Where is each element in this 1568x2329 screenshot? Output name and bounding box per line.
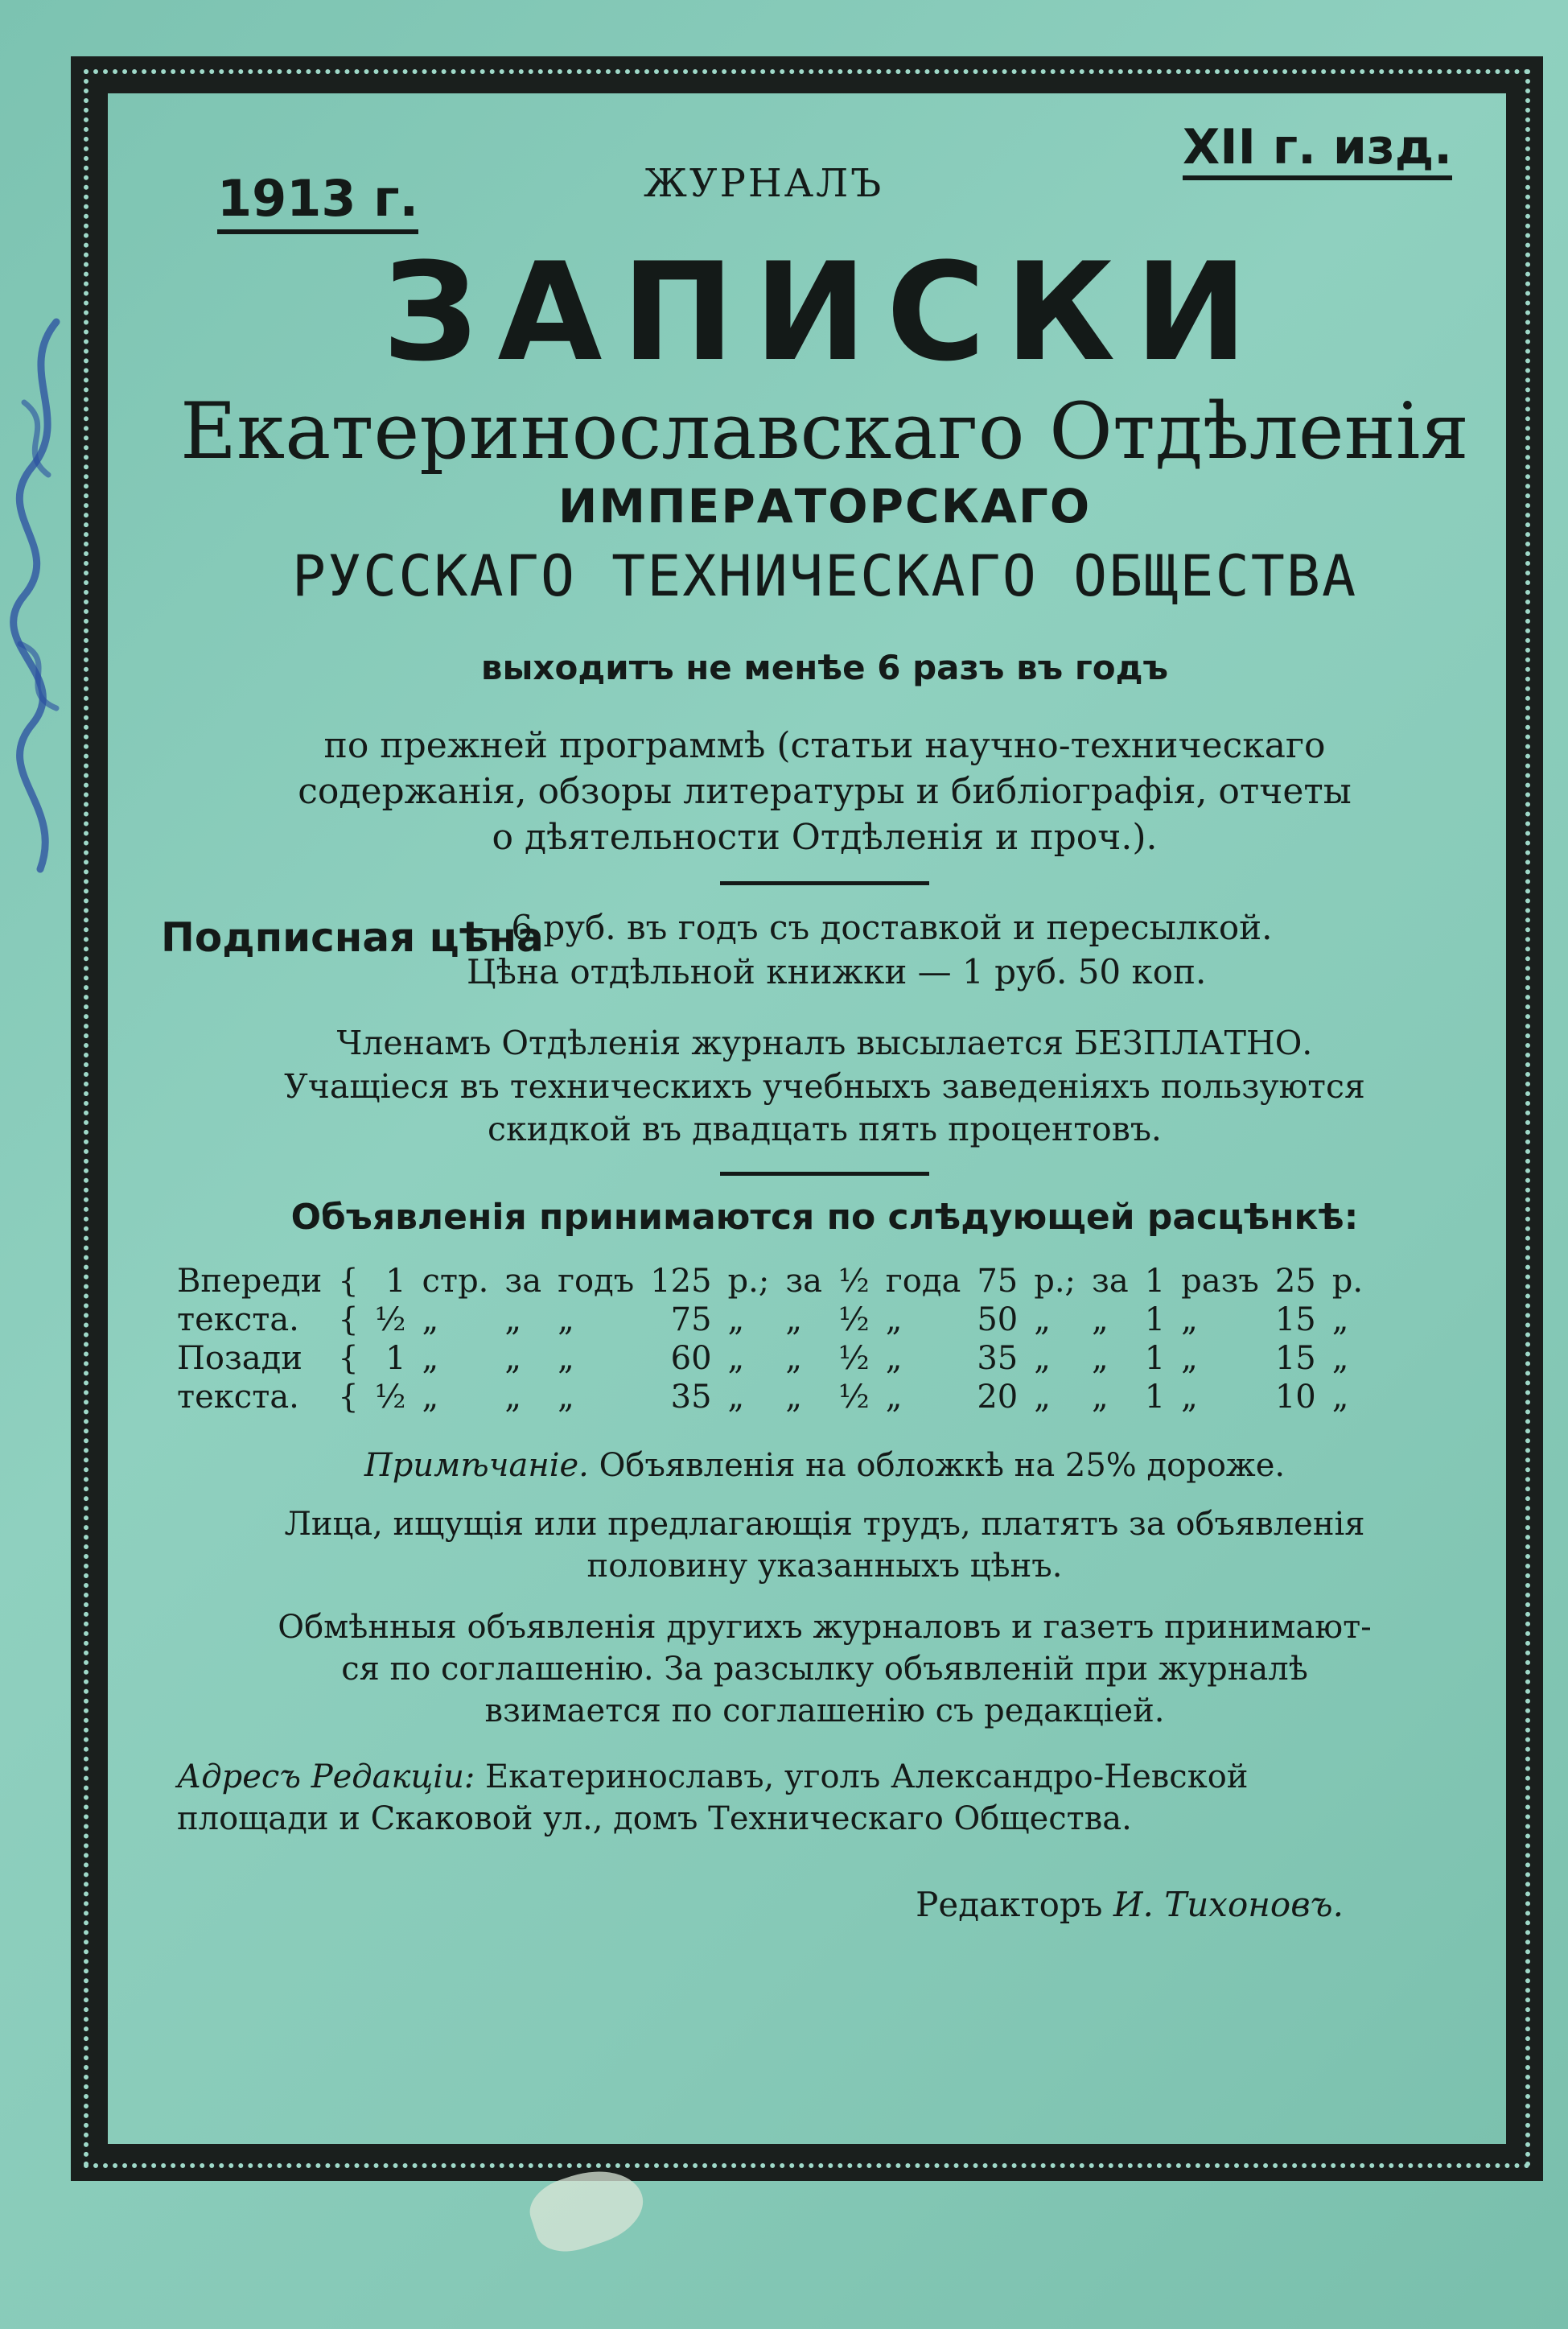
ads-cell: 20 (977, 1379, 1019, 1416)
ads-cell: „ (1034, 1379, 1051, 1416)
program-line: по прежней программѣ (статьи научно-техническаго (323, 724, 1326, 766)
ads-cell: 1 (1144, 1301, 1166, 1339)
program-description (161, 723, 1488, 861)
divider (720, 881, 929, 885)
note-text: Объявленія на обложкѣ на 25% дороже. (599, 1447, 1286, 1485)
ads-cell: „ (422, 1379, 439, 1416)
ads-cell: за (504, 1263, 542, 1301)
subtitle-branch: Екатеринославскаго Отдѣленія (180, 386, 1469, 476)
ads-cell: „ (422, 1340, 439, 1378)
ads-cell: „ (1092, 1379, 1109, 1416)
ads-cell: ½ (838, 1379, 870, 1416)
paragraph-line: взимается по соглашенію съ редакціей. (484, 1692, 1165, 1730)
ads-cell: „ (885, 1340, 903, 1378)
editor-label: Редакторъ (916, 1885, 1103, 1925)
ads-cell: ½ (374, 1301, 406, 1339)
ads-cell: „ (727, 1301, 745, 1339)
ads-cell: „ (422, 1301, 439, 1339)
ads-cell: 1 (1144, 1340, 1166, 1378)
ads-cell: „ (885, 1301, 903, 1339)
journal-title: ЗАПИСКИ (382, 233, 1267, 391)
ads-cell: { (338, 1301, 359, 1339)
program-line: о дѣятельности Отдѣленія и проч.). (492, 817, 1158, 859)
members-line: скидкой въ двадцать пять процентовъ. (488, 1109, 1162, 1148)
ads-cell: 1 (385, 1340, 406, 1378)
ads-cell: годъ (558, 1263, 635, 1301)
ads-cell: текста. (177, 1301, 299, 1339)
subscription-line: Цѣна отдѣльной книжки — 1 руб. 50 коп. (467, 951, 1207, 991)
ads-cell: „ (1034, 1340, 1051, 1378)
note-label: Примѣчаніе. (364, 1447, 589, 1485)
ads-row (169, 1262, 1371, 1301)
subscription-block (161, 906, 1488, 995)
header-row (161, 113, 1488, 228)
ads-cell: 10 (1274, 1379, 1316, 1416)
ads-cell: { (338, 1263, 359, 1301)
ads-row (169, 1301, 1371, 1339)
ads-cell: ½ (838, 1263, 870, 1301)
ads-cell: 15 (1274, 1301, 1316, 1339)
ads-cell: р. (1331, 1263, 1364, 1301)
ads-cell: стр. (422, 1263, 489, 1301)
note (161, 1447, 1488, 1484)
ads-cell: 1 (1144, 1379, 1166, 1416)
members-line: Учащіеся въ техническихъ учебныхъ заведеніяхъ пользуются (284, 1066, 1365, 1106)
ads-cell: „ (558, 1340, 574, 1378)
members-info (161, 1022, 1488, 1151)
ads-cell: 125 (650, 1263, 712, 1301)
ads-cell: „ (1092, 1301, 1109, 1339)
ads-cell: разъ (1181, 1263, 1259, 1301)
journal-label: ЖУРНАЛЪ (644, 161, 884, 206)
ads-cell: 75 (670, 1301, 712, 1339)
ads-cell: { (338, 1340, 359, 1378)
address-text: Екатеринославъ, уголъ Александро-Невской (485, 1758, 1249, 1796)
address-label: Адресъ Редакціи: (177, 1758, 475, 1796)
ads-cell: „ (504, 1379, 522, 1416)
ads-heading: Объявленія принимаются по слѣдующей расцѣнкѣ: (290, 1197, 1359, 1239)
edition-label: XII г. изд. (1183, 119, 1452, 180)
ads-cell: за (1092, 1263, 1129, 1301)
ads-cell: Позади (177, 1340, 302, 1378)
ads-row (169, 1339, 1371, 1378)
ads-cell: „ (1331, 1301, 1349, 1339)
labor-ads-paragraph (161, 1503, 1488, 1587)
ads-cell: „ (558, 1301, 574, 1339)
ads-cell: Впереди (177, 1263, 323, 1301)
editorial-address (161, 1756, 1488, 1840)
ads-cell: „ (504, 1301, 522, 1339)
ads-cell: „ (785, 1301, 803, 1339)
subscription-label: Подписная цѣна (161, 914, 544, 962)
exchange-ads-paragraph (161, 1606, 1488, 1732)
paragraph-line: ся по соглашенію. За разсылку объявленій при журналѣ (341, 1651, 1308, 1688)
ads-cell: 50 (977, 1301, 1019, 1339)
paragraph-line: Обмѣнныя объявленія другихъ журналовъ и газетъ принимают- (278, 1609, 1372, 1647)
address-line (177, 1756, 1488, 1798)
ads-cell: „ (504, 1340, 522, 1378)
paragraph-line: половину указанныхъ цѣнъ. (586, 1548, 1063, 1585)
ads-cell: 60 (670, 1340, 712, 1378)
ads-cell: „ (727, 1340, 745, 1378)
ads-cell: „ (1331, 1379, 1349, 1416)
ads-cell: „ (1181, 1301, 1198, 1339)
ads-cell: р.; (727, 1263, 770, 1301)
ads-cell: „ (558, 1379, 574, 1416)
ads-cell: ½ (838, 1301, 870, 1339)
ads-cell: „ (1092, 1340, 1109, 1378)
program-line: содержанія, обзоры литературы и библіографія, отчеты (298, 770, 1352, 812)
year-label: 1913 г. (217, 169, 418, 234)
ads-cell: 15 (1274, 1340, 1316, 1378)
ads-cell: „ (785, 1340, 803, 1378)
ads-cell: 35 (977, 1340, 1019, 1378)
ads-cell: „ (1181, 1340, 1198, 1378)
ads-cell: „ (1181, 1379, 1198, 1416)
ads-cell: „ (885, 1379, 903, 1416)
subtitle-society: РУССКАГО ТЕХНИЧЕСКАГО ОБЩЕСТВА (291, 542, 1358, 609)
ads-cell: „ (1331, 1340, 1349, 1378)
ads-cell: текста. (177, 1379, 299, 1416)
paragraph-line: Лица, ищущія или предлагающія трудъ, платятъ за объявленія (284, 1506, 1365, 1544)
ads-cell: 1 (385, 1263, 406, 1301)
ads-cell: 1 (1144, 1263, 1166, 1301)
subscription-line: — 6 руб. въ годъ съ доставкой и пересылкой. (467, 908, 1273, 948)
ads-cell: 75 (977, 1263, 1019, 1301)
ads-cell: р.; (1034, 1263, 1076, 1301)
ads-cell: { (338, 1379, 359, 1416)
subscription-prices (467, 906, 1272, 994)
cover-content (161, 113, 1488, 1924)
ads-cell: за (785, 1263, 823, 1301)
divider (720, 1172, 929, 1176)
editor-name: И. Тихоновъ. (1113, 1885, 1344, 1925)
ads-cell: года (885, 1263, 961, 1301)
ads-cell: „ (785, 1379, 803, 1416)
editor-line (161, 1885, 1488, 1924)
ads-rate-table (169, 1262, 1371, 1416)
members-line: Членамъ Отдѣленія журналъ высылается БЕЗПЛАТНО. (336, 1024, 1313, 1063)
ads-cell: 35 (670, 1379, 712, 1416)
ads-cell: „ (1034, 1301, 1051, 1339)
publication-frequency: выходитъ не менѣе 6 разъ въ годъ (480, 647, 1169, 687)
ads-cell: „ (727, 1379, 745, 1416)
ads-cell: 25 (1274, 1263, 1316, 1301)
ads-cell: ½ (838, 1340, 870, 1378)
address-line: площади и Скаковой ул., домъ Техническаго Общества. (177, 1800, 1132, 1838)
subtitle-imperial: ИМПЕРАТОРСКАГО (558, 478, 1092, 534)
ads-cell: ½ (374, 1379, 406, 1416)
ads-row (169, 1378, 1371, 1416)
